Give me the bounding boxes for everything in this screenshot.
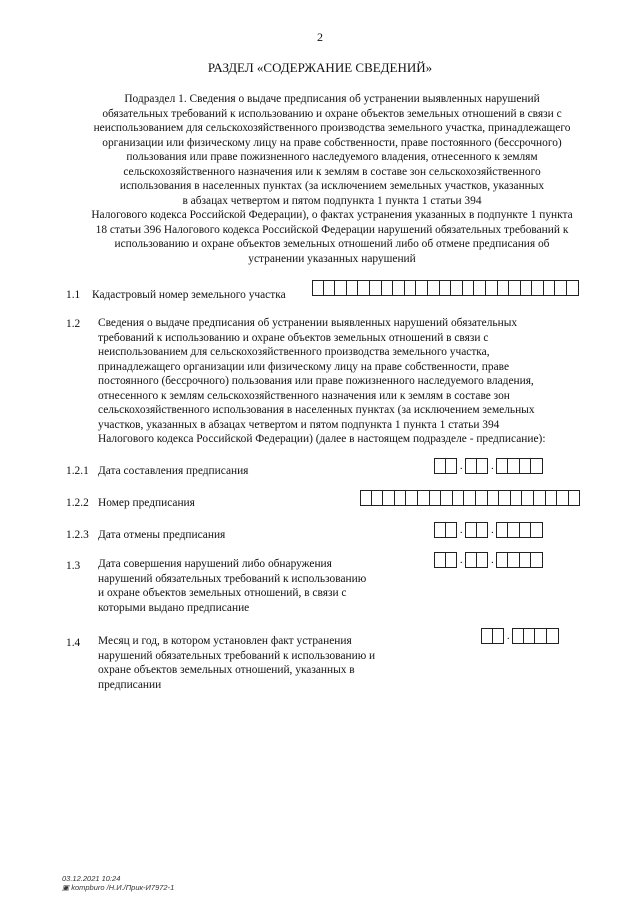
label-line: Месяц и год, в котором установлен факт устранения [98,635,352,647]
date-separator: . [506,630,510,642]
prescription-number-input[interactable] [360,490,580,506]
subsection-line: устранении указанных нарушений [248,252,416,265]
paragraph-line: постоянного (бессрочного) пользования или праве пожизненного наследуемого владения, [98,375,534,387]
paragraph-line: Налогового кодекса Российской Федерации) (далее в настоящем подразделе - предписание): [98,433,546,445]
label-line: нарушений обязательных требований к использованию [98,572,367,585]
footer-timestamp: 03.12.2021 10:24 [62,874,121,883]
label-line: предписании [98,678,162,691]
paragraph-line: отнесенного к землям сельскохозяйственного назначения или к землям в составе зон [98,389,510,402]
field-1-2-2-number: 1.2.2 [66,497,89,509]
paragraph-line: принадлежащего организации или физическому лицу на праве собственности, праве [98,360,509,373]
page-number: 2 [317,30,323,44]
remediation-month-year-input[interactable] [481,628,559,644]
subsection-line: обязательных требований к использованию и охране объектов земельных отношений в связи с [102,107,562,120]
subsection-line: Подраздел 1. Сведения о выдаче предписания об устранении выявленных нарушений [124,93,540,105]
subsection-line: пользования или праве пожизненного наследуемого владения, отнесенного к землям [126,151,538,163]
issue-date-input[interactable] [434,458,543,474]
field-1-1-label: Кадастровый номер земельного участка [92,289,286,301]
field-1-2-3-number: 1.2.3 [66,529,89,541]
subsection-line: сельскохозяйственного назначения или к землям в составе зон сельскохозяйственного [123,165,541,178]
label-line: Дата совершения нарушений либо обнаружения [98,558,332,570]
subsection-line: 18 статьи 396 Налогового кодекса Российской Федерации нарушений обязательных требований к [95,223,569,236]
paragraph-line: сельскохозяйственного использования в населенных пунктах (за исключением земельных [98,404,535,416]
field-1-2-number: 1.2 [66,318,81,330]
field-1-3-label [98,557,366,615]
label-line: и охране объектов земельных отношений, в связи с [98,587,347,599]
field-1-2-2-label: Номер предписания [98,497,195,509]
date-separator: . [459,554,463,566]
violation-date-input[interactable] [434,552,543,568]
field-1-1-number: 1.1 [66,289,81,301]
subsection-line: неиспользованием для сельскохозяйственного производства земельного участка, принадлежащего [93,122,571,134]
label-line: нарушений обязательных требований к использованию и [98,649,376,662]
paragraph-line: неиспользованием для сельскохозяйственного производства земельного участка, [98,346,490,358]
date-separator: . [491,524,494,536]
field-1-2-3-label: Дата отмены предписания [98,529,226,541]
date-separator: . [491,460,494,472]
subsection-line: Налогового кодекса Российской Федерации), о фактах устранения указанных в подпункте 1 пункта [91,209,573,221]
label-line: охране объектов земельных отношений, указанных в [98,664,355,676]
subsection-line: использованию и охране объектов земельных отношений либо об отмене предписания об [114,238,550,250]
paragraph-line: требований к использованию и охране объектов земельных отношений в связи с [98,331,489,344]
subsection-title [72,92,592,266]
section-title: РАЗДЕЛ «СОДЕРЖАНИЕ СВЕДЕНИЙ» [207,60,433,75]
field-1-2-text [98,316,588,447]
footer-doc-ref-text: kompburo /Н.И./Прик-И7972-1 [71,883,175,892]
cadastral-number-input[interactable] [312,280,579,296]
paragraph-line: Сведения о выдаче предписания об устранении выявленных нарушений обязательных [98,317,518,329]
paragraph-line: участков, указанных в абзацах четвертом и пятом подпункта 1 пункта 1 статьи 394 [98,418,500,431]
label-line: которыми выдано предписание [98,601,250,614]
document-icon: ▣ [62,883,70,892]
field-1-2-1-number: 1.2.1 [66,465,89,477]
subsection-line: в абзацах четвертом и пятом подпункта 1 пункта 1 статьи 394 [182,194,482,207]
footer-doc-ref [62,883,174,892]
field-1-4-number: 1.4 [66,637,81,649]
cancellation-date-input[interactable] [434,522,543,538]
field-1-3-number: 1.3 [66,560,81,572]
date-separator: . [491,554,494,566]
field-1-4-label [98,634,375,692]
subsection-line: использования в населенных пунктах (за исключением земельных участков, указанных [119,180,545,192]
date-separator: . [459,524,463,536]
subsection-line: организации или физическому лицу на праве собственности, праве постоянного (бессрочного) [102,136,562,149]
date-separator: . [459,460,463,472]
field-1-2-1-label: Дата составления предписания [98,465,249,477]
